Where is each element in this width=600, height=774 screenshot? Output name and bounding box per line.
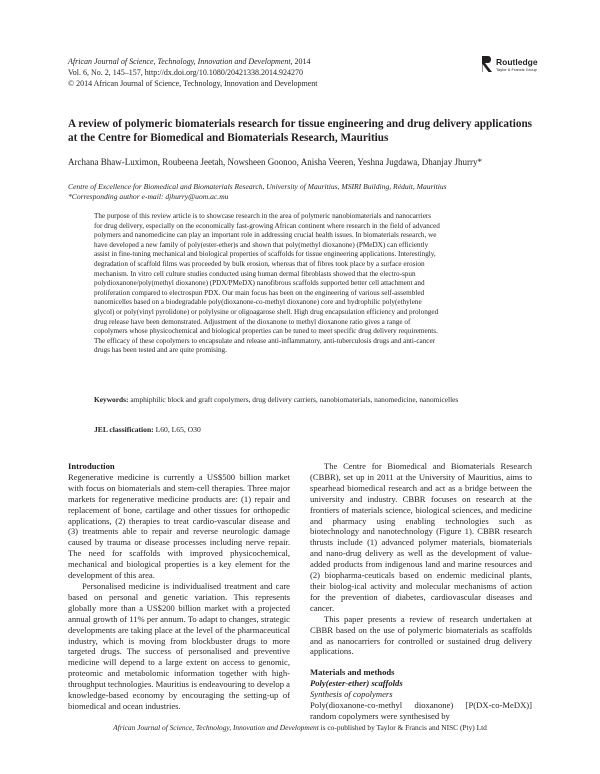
abstract-line: glycol) or poly(vinyl pyrolidone) or polylysine or oligoagarose shell. High drug encapsulation efficiency and prolonged [94, 307, 439, 316]
section-heading-methods: Materials and methods [310, 667, 395, 678]
abstract-line: nanomicelles based on a biodegradable poly(dioxanone-co-methyl dioxanone) core and hydrophilic poly(ethylene [94, 298, 422, 307]
abstract-line: The efficacy of these copolymers to encapsulate and release anti-inflammatory, anti-tuberculosis drugs and anti-cancer [94, 336, 436, 345]
keywords [94, 395, 518, 405]
affiliation: Centre of Excellence for Biomedical and Biomaterials Research, University of Mauritius, MSIRI Building, Réduit, Mauritius [68, 182, 447, 191]
abstract-line: have developed a new family of poly(ester-ether)s and shown that poly(methyl dioxanone) (PMeDX) can efficiently [94, 240, 429, 249]
page-footer [0, 723, 600, 732]
abstract-line: assist in fine-tuning mechanical and biological properties of scaffolds for tissue engineering applications. Interestingly, [94, 250, 436, 259]
paper-title: A review of polymeric biomaterials research for tissue engineering and drug delivery applications at the Centre for Biomedical and Biomaterials Research, Mauritius [68, 118, 533, 144]
abstract-line: polymers and nanomedicine can play an important role in addressing crucial health issues. In biomaterials research, we [94, 231, 437, 240]
subsubsection-heading: Synthesis of copolymers [310, 689, 393, 700]
section-heading-introduction: Introduction [68, 461, 115, 471]
keywords-label: Keywords: [94, 395, 129, 404]
journal-year: 2014 [294, 57, 311, 66]
abstract-line: drug release have been demonstrated. Adjustment of the dioxanone to methyl dioxanone ratio gives a range of [94, 317, 411, 326]
publisher-name: Routledge [496, 57, 538, 67]
footer-journal: African Journal of Science, Technology, Innovation and Development [113, 723, 319, 732]
copyright-line: © 2014 African Journal of Science, Technology, Innovation and Development [68, 79, 318, 88]
affiliation-block [68, 182, 447, 202]
routledge-r-icon [481, 55, 494, 73]
keywords-list: amphiphilic block and graft copolymers, drug delivery carriers, nanobiomaterials, nanomedicine, nanomicelles [130, 395, 459, 404]
abstract-line: polydioxanone/poly(methyl dioxanone) (PDX/PMeDX) nanofibrous scaffolds supported better cell attachment and [94, 279, 425, 288]
corresponding-author: *Corresponding author e-mail: djhurry@uom.ac.mu [68, 192, 229, 201]
journal-name: African Journal of Science, Technology, Innovation and Development, [68, 57, 293, 66]
abstract-line: mechanism. In vitro cell culture studies conducted using human dermal fibroblasts showed that the electro-spun [94, 269, 416, 278]
abstract-line: copolymers whose physicochemical and biological properties can be tuned to meet specific drug delivery requirements. [94, 327, 438, 336]
jel-classification [94, 425, 201, 434]
issue-line: Vol. 6, No. 2, 145–157, http://dx.doi.org/10.1080/20421338.2014.924270 [68, 68, 304, 77]
paragraph: Personalised medicine is individualised treatment and care based on personal and genetic variation. This represents globally more than a US$200 billion market with a projected annual growth of 11% per annum. To adapt to changes, strategic developments are taking place at the level of the pharmaceutical industry, which is moving from blockbuster drugs to more targeted drugs. The success of personalised and preventive medicine will depend to a large extent on access to genomic, proteomic and metabolomic information together with high-throughput technologies. Mauritius is endeavouring to develop a knowledge-based economy by encouraging the setting-up of biomedical and ocean industries. [68, 580, 290, 711]
right-column [310, 461, 532, 722]
abstract-line: degradation of scaffold films was proceeded by bulk erosion, whereas that of fibres took place by a surface erosion [94, 259, 425, 268]
paragraph: Regenerative medicine is currently a US$500 billion market with focus on biomaterials and stem-cell therapies. Three major markets for regenerative medicine products are: (1) repair and replacement of bone, cartilage and other tissues for orthopedic applications, (2) therapies to treat cardio-vascular disease and (3) treatments able to repair and reverse neurologic damage caused by trauma or disease processes including nerve repair. The need for scaffolds with improved physicochemical, mechanical and biological properties is a key element for the development of this area. [68, 471, 290, 581]
abstract [94, 212, 518, 356]
paragraph: The Centre for Biomedical and Biomaterials Research (CBBR), set up in 2011 at the University of Mauritius, aims to spearhead biomedical research and act as a bridge between the university and industry. CBBR focuses on research at the frontiers of materials science, biological sciences, and medicine and pharmacy using enabling technologies such as biotechnology and nanotechnology (Figure 1). CBBR research thrusts include (1) advanced polymer materials, biomaterials and nano-drug delivery as well as the development of value-added products from indigenous land and marine resources and (2) biopharma-ceuticals based on endemic medicinal plants, their biolog-ical activity and molecular mechanisms of action for the prevention of diabetes, cardiovascular diseases and cancer. [310, 461, 532, 613]
journal-citation-line [68, 56, 317, 67]
abstract-line: proliferation compared to electrospun PDX. Our main focus has been on the engineering of various self-assembled [94, 288, 425, 297]
abstract-line: The purpose of this review article is to showcase research in the area of polymeric nanobiomaterials and nanocarriers [94, 212, 432, 220]
paragraph: Poly(dioxanone-co-methyl dioxanone) [P(DX-co-MeDX)] random copolymers were synthesised by [310, 700, 532, 721]
left-column [68, 461, 290, 712]
paragraph: This paper presents a review of research undertaken at CBBR based on the use of polymeric biomaterials as scaffolds and as nanocarriers for controlled or sustained drug delivery applications. [310, 613, 532, 657]
footer-publisher-note: is co-published by Taylor & Francis and NISC (Pty) Ltd [320, 723, 487, 732]
abstract-line: drugs has been tested and are quite promising. [94, 346, 227, 355]
journal-header [68, 56, 317, 89]
publisher-subname: Taylor & Francis Group [496, 67, 537, 72]
author-list: Archana Bhaw-Luximon, Roubeena Jeetah, Nowsheen Goonoo, Anisha Veeren, Yeshna Jugdawa, Dhanjay Jhurry* [68, 157, 482, 167]
publisher-logo [481, 55, 551, 77]
abstract-line: for drug delivery, especially on the economically fast-growing African continent where research in the field of advanced [94, 221, 440, 230]
jel-label: JEL classification: [94, 425, 154, 434]
subsection-heading: Poly(ester-ether) scaffolds [310, 678, 403, 689]
jel-codes: L60, L65, O30 [155, 425, 201, 434]
